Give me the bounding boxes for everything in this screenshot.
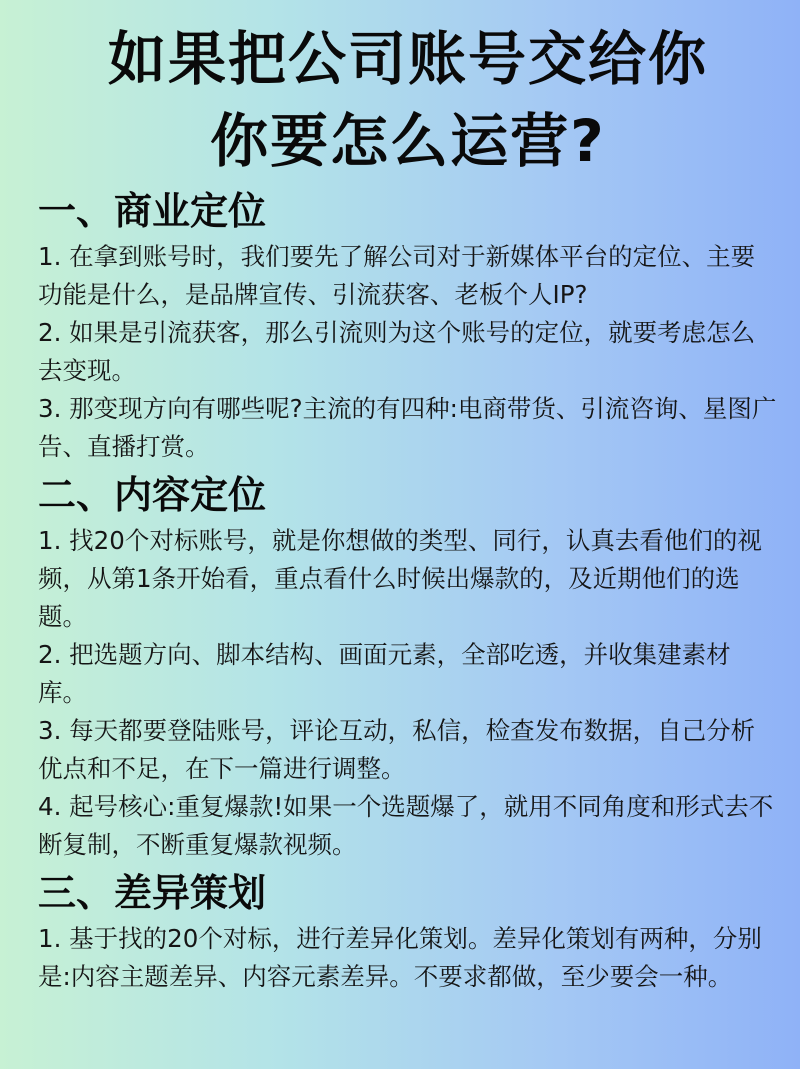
list-item: 4. 起号核心:重复爆款!如果一个选题爆了，就用不同角度和形式去不断复制，不断重复爆款视频。 [38,792,774,859]
list-item: 1. 在拿到账号时，我们要先了解公司对于新媒体平台的定位、主要功能是什么，是品牌宣传、引流获客、老板个人IP? [38,242,756,309]
list-item: 1. 基于找的20个对标，进行差异化策划。差异化策划有两种，分别是:内容主题差异、内容元素差异。不要求都做，至少要会一种。 [38,924,762,991]
list-item: 2. 把选题方向、脚本结构、画面元素，全部吃透，并收集建素材库。 [38,640,731,707]
page-title [38,0,778,182]
title-line-2: 你要怎么运营? [210,107,606,175]
section-heading: 三、差异策划 [38,871,267,915]
list-item: 2. 如果是引流获客，那么引流则为这个账号的定位，就要考虑怎么去变现。 [38,318,756,385]
section-business-positioning [38,186,778,466]
list-item: 3. 那变现方向有哪些呢?主流的有四种:电商带货、引流咨询、星图广告、直播打赏。 [38,394,777,461]
section-heading: 一、商业定位 [38,189,267,233]
list-item: 1. 找20个对标账号，就是你想做的类型、同行，认真去看他们的视频，从第1条开始看，重点看什么时候出爆款的，及近期他们的选题。 [38,526,762,631]
section-content-positioning [38,470,778,864]
section-heading: 二、内容定位 [38,473,267,517]
section-differentiation [38,868,778,996]
list-item: 3. 每天都要登陆账号，评论互动，私信，检查发布数据，自己分析优点和不足，在下一篇进行调整。 [38,716,756,783]
title-line-1: 如果把公司账号交给你 [107,25,708,93]
